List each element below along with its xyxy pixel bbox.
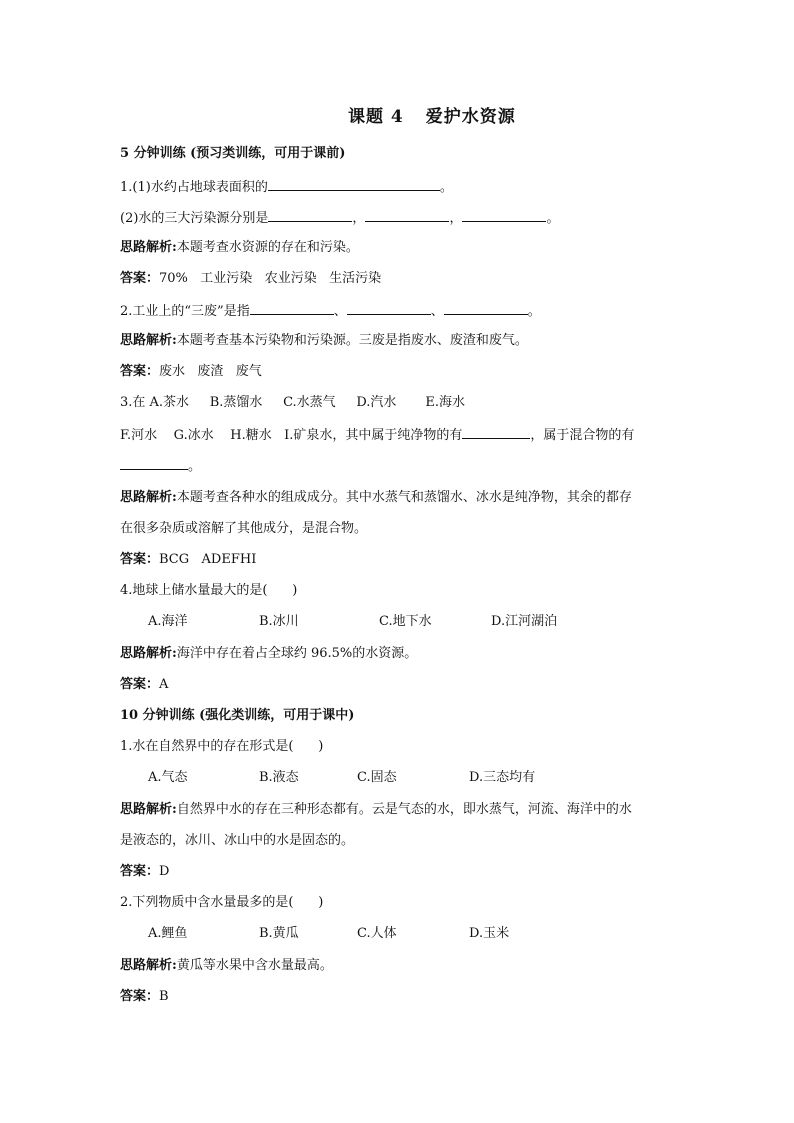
answer-blank[interactable] bbox=[444, 301, 528, 315]
q4-answer bbox=[120, 676, 168, 694]
analysis-text: 自然界中水的存在三种形态都有。云是气态的水，即水蒸气，河流、海洋中的水 bbox=[176, 802, 632, 817]
analysis-label: 思路解析: bbox=[120, 333, 177, 348]
option-d[interactable]: D.三态均有 bbox=[469, 770, 536, 785]
analysis-label: 思路解析: bbox=[120, 802, 177, 817]
answer-text: D bbox=[159, 864, 170, 879]
option-b[interactable]: B.黄瓜 bbox=[259, 926, 299, 941]
q3-line2-mid: ，属于混合物的有 bbox=[530, 428, 635, 443]
q5-stem: 1.水在自然界中的存在形式是( ) bbox=[120, 739, 324, 754]
answer-label: 答案： bbox=[120, 677, 160, 692]
answer-label: 答案： bbox=[120, 364, 160, 379]
title-topic: 爱护水资源 bbox=[425, 107, 516, 127]
option-c[interactable]: C.固态 bbox=[357, 770, 397, 785]
answer-label: 答案： bbox=[120, 271, 160, 286]
option-d[interactable]: D.江河湖泊 bbox=[491, 614, 558, 629]
q2-end: 。 bbox=[527, 304, 541, 319]
q3-line2 bbox=[120, 425, 634, 445]
q3-line2-text: F.河水 G.冰水 H.糖水 I.矿泉水，其中属于纯净物的有 bbox=[120, 428, 463, 443]
answer-blank[interactable] bbox=[347, 301, 431, 315]
q3-line3 bbox=[120, 456, 201, 476]
q4-stem: 4.地球上储水量最大的是( ) bbox=[120, 583, 298, 598]
answer-blank[interactable] bbox=[462, 425, 530, 439]
section-heading-5min: 5 分钟训练 (预习类训练，可用于课前) bbox=[120, 146, 346, 161]
q1-line1 bbox=[120, 177, 453, 197]
q1-sep: ， bbox=[449, 211, 463, 226]
q3-analysis-2: 在很多杂质或溶解了其他成分，是混合物。 bbox=[120, 521, 368, 536]
q4-analysis bbox=[120, 645, 417, 663]
q2-sep: 、 bbox=[430, 304, 444, 319]
answer-blank[interactable] bbox=[120, 456, 188, 470]
option-c[interactable]: C.地下水 bbox=[379, 614, 432, 629]
q1-sep: ， bbox=[352, 211, 366, 226]
answer-label: 答案： bbox=[120, 552, 160, 567]
q2-analysis bbox=[120, 332, 528, 350]
q2-text: 2.工业上的“三废”是指 bbox=[120, 304, 250, 319]
answer-blank[interactable] bbox=[268, 177, 440, 191]
analysis-text: 本题考查基本污染物和污染源。三废是指废水、废渣和废气。 bbox=[176, 333, 528, 348]
option-c[interactable]: C.人体 bbox=[357, 926, 397, 941]
q2-answer bbox=[120, 363, 262, 381]
option-d[interactable]: D.玉米 bbox=[469, 926, 510, 941]
answer-label: 答案： bbox=[120, 989, 160, 1004]
analysis-text: 本题考查水资源的存在和污染。 bbox=[176, 240, 359, 255]
section-heading-10min: 10 分钟训练 (强化类训练，可用于课中) bbox=[120, 708, 355, 723]
q4-options bbox=[148, 613, 557, 631]
analysis-text: 黄瓜等水果中含水量最高。 bbox=[176, 958, 333, 973]
answer-blank[interactable] bbox=[462, 208, 546, 222]
q1-line2 bbox=[120, 208, 559, 228]
q1-line1-end: 。 bbox=[439, 180, 453, 195]
q6-options bbox=[148, 925, 509, 943]
answer-text: A bbox=[159, 677, 169, 692]
q1-line2-text: (2)水的三大污染源分别是 bbox=[120, 211, 269, 226]
q3-analysis-1 bbox=[120, 489, 632, 507]
answer-blank[interactable] bbox=[250, 301, 334, 315]
option-a[interactable]: A.海洋 bbox=[148, 614, 188, 629]
option-b[interactable]: B.液态 bbox=[259, 770, 299, 785]
answer-label: 答案： bbox=[120, 864, 160, 879]
q1-answer bbox=[120, 270, 381, 288]
analysis-text: 本题考查各种水的组成成分。其中水蒸气和蒸馏水、冰水是纯净物，其余的都存 bbox=[176, 490, 632, 505]
q5-analysis-1 bbox=[120, 801, 632, 819]
q3-line1: 3.在 A.茶水 B.蒸馏水 C.水蒸气 D.汽水 E.海水 bbox=[120, 395, 465, 410]
option-a[interactable]: A.鲤鱼 bbox=[148, 926, 188, 941]
q6-stem: 2.下列物质中含水量最多的是( ) bbox=[120, 895, 324, 910]
q3-answer bbox=[120, 551, 256, 569]
q1-line2-end: 。 bbox=[546, 211, 560, 226]
title-lesson-number: 课题 4 bbox=[348, 107, 404, 127]
q5-analysis-2: 是液态的，冰川、冰山中的水是固态的。 bbox=[120, 833, 355, 848]
q6-analysis bbox=[120, 957, 333, 975]
analysis-label: 思路解析: bbox=[120, 958, 177, 973]
option-a[interactable]: A.气态 bbox=[148, 770, 188, 785]
q5-answer bbox=[120, 863, 169, 881]
page-title bbox=[348, 108, 516, 126]
answer-text: 70% 工业污染 农业污染 生活污染 bbox=[159, 271, 382, 286]
answer-text: 废水 废渣 废气 bbox=[159, 364, 262, 379]
option-b[interactable]: B.冰川 bbox=[259, 614, 299, 629]
analysis-label: 思路解析: bbox=[120, 240, 177, 255]
analysis-text: 海洋中存在着占全球约 96.5%的水资源。 bbox=[176, 646, 418, 661]
q2-sep: 、 bbox=[333, 304, 347, 319]
q1-analysis bbox=[120, 239, 359, 257]
answer-blank[interactable] bbox=[268, 208, 352, 222]
q1-line1-text: 1.(1)水约占地球表面积的 bbox=[120, 180, 268, 195]
q5-options bbox=[148, 769, 535, 787]
answer-text: B bbox=[159, 989, 169, 1004]
q6-answer bbox=[120, 988, 169, 1006]
answer-blank[interactable] bbox=[365, 208, 449, 222]
analysis-label: 思路解析: bbox=[120, 646, 177, 661]
analysis-label: 思路解析: bbox=[120, 490, 177, 505]
q3-line3-end: 。 bbox=[188, 459, 202, 474]
q2-stem bbox=[120, 301, 541, 321]
answer-text: BCG ADEFHI bbox=[159, 552, 257, 567]
